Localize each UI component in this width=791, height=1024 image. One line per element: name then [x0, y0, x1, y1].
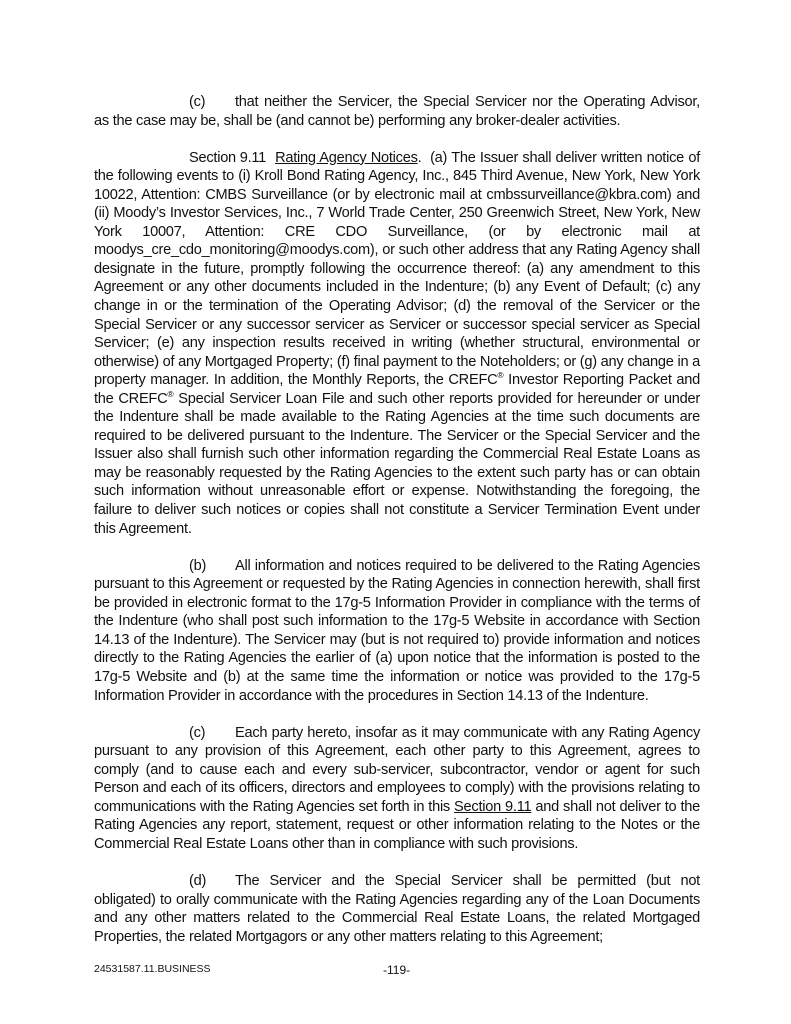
paragraph-text: Each party hereto, insofar as it may communicate with any Rating Agency pursuant to any provision of this Agreement, each other party to this Agreement, agrees to comply (and to cause each and every sub-servicer, subcontractor, vendor or agent for such Person and each of its officers, directors and employees to comply) with the provisions relating to communications with the Rating Agencies set forth in this	[94, 724, 700, 815]
clause-label: (c)	[189, 94, 206, 110]
paragraph-text: (a) The Issuer shall deliver written notice of the following events to (i) Kroll Bond Rating Agency, Inc., 845 Third Avenue, New York, New York 10022, Attention: CMBS Surveillance (or by electronic mail at cmbssurveillance@kbra.com) and (ii) Moody’s Investor Services, Inc., 7 World Trade Center, 250 Greenwich Street, New York, New York 10007, Attention: CRE CDO Surveillance, (or by electronic mail at moodys_cre_cdo_monitoring@moodys.com), or such other address that any Rating Agency shall designate in the future, promptly following the occurrence thereof: (a) any amendment to this Agreement or any other documents included in the Indenture; (b) any Event of Default; (c) any change in or the termination of the Operating Advisor; (d) the removal of the Servicer or the Special Servicer or any successor servicer as Servicer or successor special servicer as Special Servicer; (e) any inspection results received in writing (whether structural, environmental or otherwise) of any Mortgaged Property; (f) final payment to the Noteholders; or (g) any change in a property manager. In addition, the Monthly Reports, the CREFC	[94, 149, 700, 389]
section-9-11-paragraph	[94, 149, 700, 538]
paragraph-b	[94, 557, 700, 705]
paragraph-c	[94, 724, 700, 854]
clause-label: (b)	[189, 557, 207, 574]
paragraph-text-cont: and shall not deliver to the Rating Agencies any report, statement, request or other information relating to the Notes or the Commercial Real Estate Loans other than in compliance with such provisions.	[94, 798, 700, 852]
paragraph-c-broker-dealer	[94, 93, 700, 130]
paragraph-text: All information and notices required to be delivered to the Rating Agencies pursuant to this Agreement or requested by the Rating Agencies in connection herewith, shall first be provided in electronic format to the 17g-5 Information Provider in compliance with the terms of the Indenture (who shall post such information to the 17g-5 Website in accordance with Section 14.13 of the Indenture). The Servicer may (but is not required to) provide information and notices directly to the Rating Agencies the earlier of (a) upon notice that the information is posted to the 17g-5 Website and (b) at the same time the information or notice was provided to the 17g-5 Information Provider in accordance with the procedures in Section 14.13 of the Indenture.	[94, 557, 700, 704]
section-9-11-reference-link[interactable]: Section 9.11	[454, 798, 532, 815]
paragraph-text: The Servicer and the Special Servicer shall be permitted (but not obligated) to orally communicate with the Rating Agencies regarding any of the Loan Documents and any other matters related to the Commercial Real Estate Loans, the related Mortgaged Properties, the related Mortgagors or any other matters relating to this Agreement;	[94, 872, 700, 945]
section-number: Section 9.11	[189, 149, 267, 166]
registered-mark: ®	[497, 370, 504, 381]
document-body	[94, 93, 700, 965]
clause-label: (c)	[189, 724, 206, 741]
page-number: -119-	[383, 963, 411, 977]
registered-mark: ®	[167, 388, 174, 399]
clause-label: (d)	[189, 872, 207, 889]
section-title: Rating Agency Notices	[275, 149, 418, 166]
paragraph-text-cont: Special Servicer Loan File and such other reports provided for hereunder or under the Indenture shall be made available to the Rating Agencies at the time such documents are required to be delivered pursuant to the Indenture. The Servicer or the Special Servicer and the Issuer also shall furnish such other information regarding the Commercial Real Estate Loans as may be reasonably requested by the Rating Agencies to the extent such party has or can obtain such information without unreasonable effort or expense. Notwithstanding the foregoing, the failure to deliver such notices or copies shall not constitute a Servicer Termination Event under this Agreement.	[94, 390, 700, 537]
paragraph-text: that neither the Servicer, the Special Servicer nor the Operating Advisor, as the case may be, shall be (and cannot be) performing any broker-dealer activities.	[94, 94, 700, 129]
paragraph-text-cont: Investor Reporting Packet and the CREFC	[94, 372, 701, 407]
paragraph-d	[94, 872, 700, 946]
section-title-period: .	[417, 149, 422, 166]
document-id: 24531587.11.BUSINESS	[94, 963, 211, 975]
